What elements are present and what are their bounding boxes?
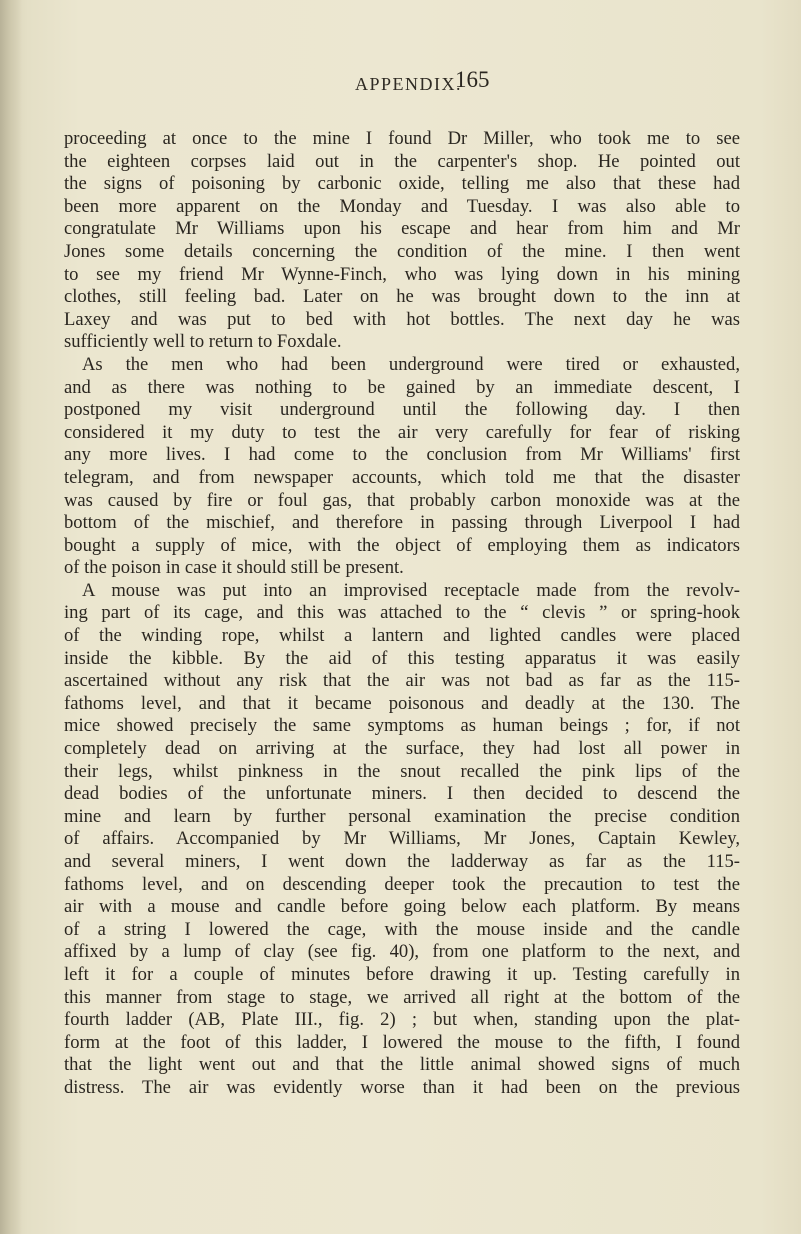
text-line: clothes, still feeling bad. Later on he was brought down to the inn at	[64, 286, 740, 308]
text-line: to see my friend Mr Wynne-Finch, who was lying down in his mining	[64, 263, 740, 285]
text-line: postponed my visit underground until the following day. I then	[64, 399, 740, 421]
page-number: 165	[455, 67, 490, 92]
text-line: left it for a couple of minutes before drawing it up. Testing carefully in	[64, 963, 740, 985]
text-line: and several miners, I went down the ladderway as far as the 115-	[64, 851, 740, 872]
text-line: proceeding at once to the mine I found Dr Miller, who took me to see	[64, 128, 740, 149]
paragraph-first-line: As the men who had been underground were tired or exhausted,	[82, 353, 740, 375]
text-line: of the winding rope, whilst a lantern and lighted candles were placed	[64, 625, 740, 647]
text-line: distress. The air was evidently worse than it had been on the previous	[64, 1076, 740, 1098]
text-line: been more apparent on the Monday and Tuesday. I was also able to	[64, 195, 740, 217]
text-line: air with a mouse and candle before going below each platform. By means	[64, 896, 740, 918]
text-line: sufficiently well to return to Foxdale.	[64, 331, 342, 353]
text-line: ascertained without any risk that the air was not bad as far as the 115-	[64, 670, 740, 692]
page-header	[310, 64, 670, 104]
text-line: and as there was nothing to be gained by an immediate descent, I	[64, 376, 740, 398]
text-line: affixed by a lump of clay (see fig. 40), from one platform to the next, and	[64, 941, 740, 963]
text-line: that the light went out and that the little animal showed signs of much	[64, 1054, 740, 1076]
text-line: inside the kibble. By the aid of this testing apparatus it was easily	[64, 647, 740, 669]
text-line: considered it my duty to test the air very carefully for fear of risking	[64, 421, 740, 443]
text-line: mine and learn by further personal examination the precise condition	[64, 805, 740, 827]
text-line: of a string I lowered the cage, with the mouse inside and the candle	[64, 918, 740, 940]
text-line: completely dead on arriving at the surface, they had lost all power in	[64, 738, 740, 760]
text-line: this manner from stage to stage, we arrived all right at the bottom of the	[64, 986, 740, 1008]
text-line: fourth ladder (AB, Plate III., fig. 2) ; but when, standing upon the plat-	[64, 1009, 740, 1031]
text-line: the signs of poisoning by carbonic oxide, telling me also that these had	[64, 173, 740, 195]
text-line: any more lives. I had come to the conclusion from Mr Williams' first	[64, 444, 740, 466]
text-line: of the poison in case it should still be present.	[64, 557, 404, 579]
binding-gutter	[0, 0, 22, 1234]
text-line: fathoms level, and on descending deeper took the precaution to test the	[64, 873, 740, 895]
text-line: ing part of its cage, and this was attached to the “ clevis ” or spring-hook	[64, 602, 740, 624]
text-line: fathoms level, and that it became poisonous and deadly at the 130. The	[64, 692, 740, 714]
text-line: bottom of the mischief, and therefore in passing through Liverpool I had	[64, 512, 740, 534]
text-line: congratulate Mr Williams upon his escape and hear from him and Mr	[64, 218, 740, 240]
text-line: was caused by fire or foul gas, that probably carbon monoxide was at the	[64, 489, 740, 511]
body-text	[64, 128, 740, 1100]
paragraph-first-line: A mouse was put into an improvised receptacle made from the revolv-	[82, 579, 740, 601]
text-line: the eighteen corpses laid out in the carpenter's shop. He pointed out	[64, 150, 740, 172]
text-line: their legs, whilst pinkness in the snout recalled the pink lips of the	[64, 760, 740, 782]
text-line: form at the foot of this ladder, I lowered the mouse to the fifth, I found	[64, 1031, 740, 1053]
text-line: Laxey and was put to bed with hot bottles. The next day he was	[64, 308, 740, 330]
text-line: of affairs. Accompanied by Mr Williams, Mr Jones, Captain Kewley,	[64, 828, 740, 850]
running-head: APPENDIX.	[355, 74, 463, 94]
text-line: dead bodies of the unfortunate miners. I then decided to descend the	[64, 783, 740, 805]
text-line: Jones some details concerning the condition of the mine. I then went	[64, 240, 740, 262]
text-line: telegram, and from newspaper accounts, which told me that the disaster	[64, 466, 740, 488]
text-line: bought a supply of mice, with the object of employing them as indicators	[64, 534, 740, 556]
text-line: mice showed precisely the same symptoms as human beings ; for, if not	[64, 715, 740, 737]
